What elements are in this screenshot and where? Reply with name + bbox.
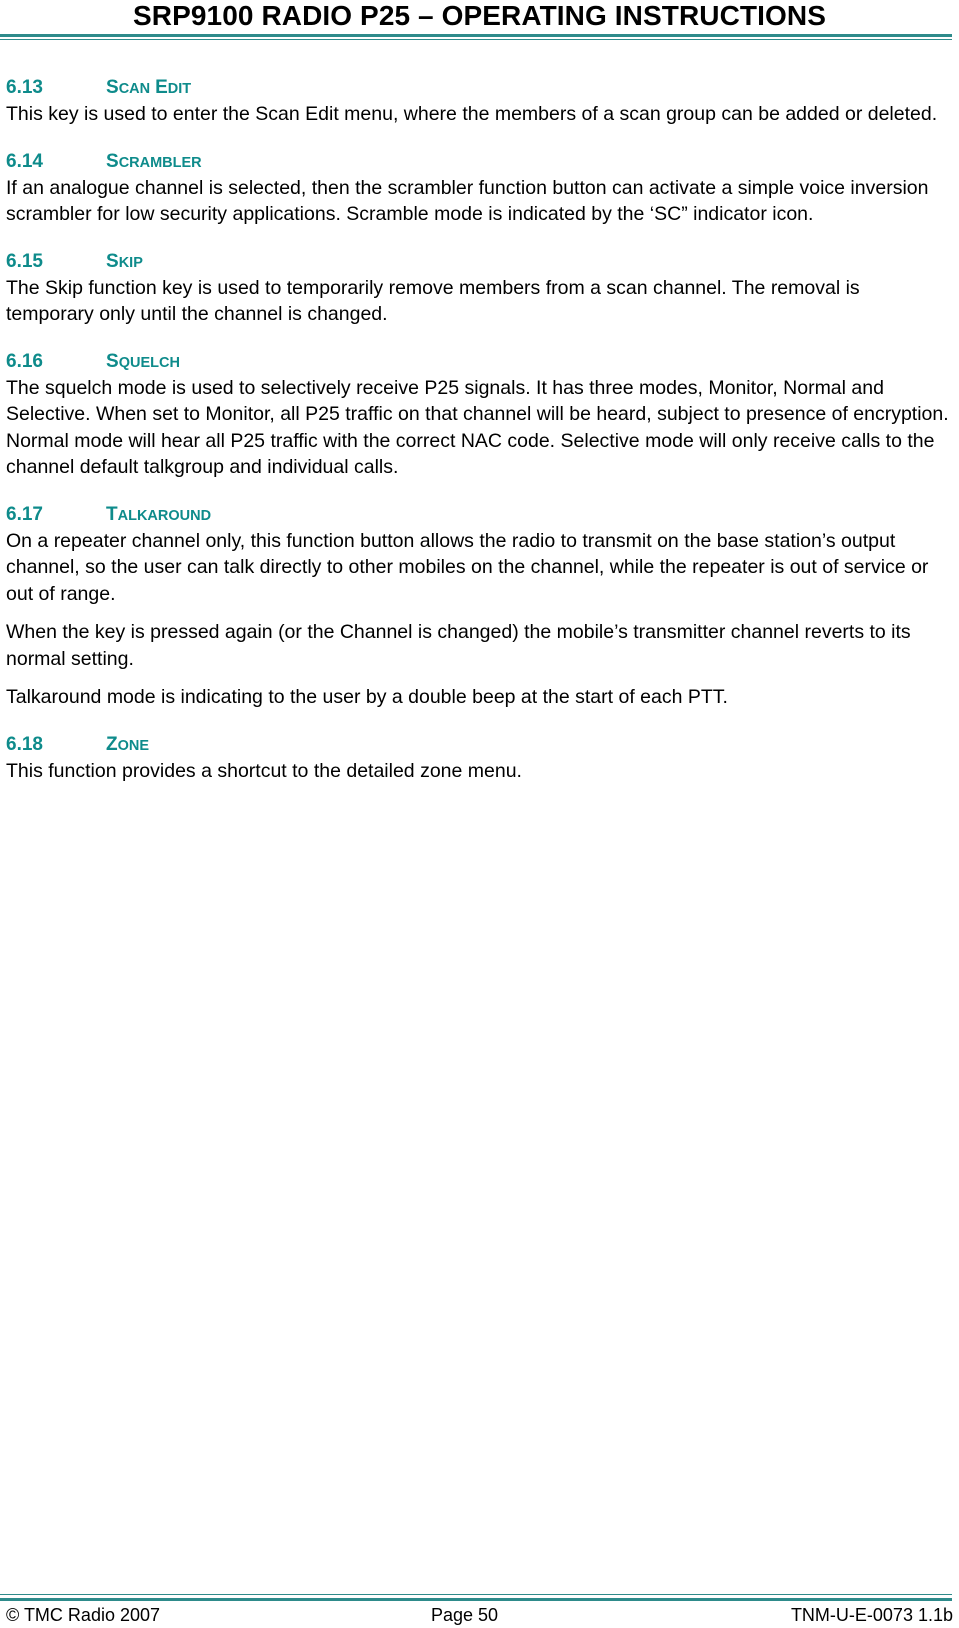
section-number: 6.15 [6,250,43,272]
header-rule-thin [0,39,952,40]
section-number: 6.14 [6,150,43,172]
section-6-16 [6,350,951,481]
section-heading: 6.14 SCRAMBLER [6,150,202,172]
footer-page-number: Page 50 [431,1605,499,1625]
section-heading: 6.18 ZONE [6,733,150,755]
document-body [6,76,951,784]
section-number: 6.17 [6,503,43,525]
section-6-17 [6,503,951,711]
header-rule-thick [0,34,952,37]
section-number: 6.16 [6,350,43,372]
paragraph: This function provides a shortcut to the detailed zone menu. [6,759,522,782]
footer-rule-thick [0,1598,952,1601]
footer-rule-thin [0,1594,952,1595]
section-heading: 6.15 SKIP [6,250,143,272]
page-title: SRP9100 RADIO P25 – OPERATING INSTRUCTIONS [133,0,826,31]
paragraph: Talkaround mode is indicating to the user by a double beep at the start of each PTT. [6,686,728,708]
paragraph: If an analogue channel is selected, then the scrambler function button can activate a simple voice inversion scrambler for low security applications. Scramble mode is indicated by the ‘SC” indicator icon. [6,176,929,225]
section-number: 6.13 [6,77,43,98]
section-number: 6.18 [6,733,43,755]
paragraph: This key is used to enter the Scan Edit menu, where the members of a scan group can be added or deleted. [6,103,938,125]
section-heading: 6.16 SQUELCH [6,350,180,372]
paragraph: On a repeater channel only, this function button allows the radio to transmit on the base station’s output channel, so the user can talk directly to other mobiles on the channel, while the repeater is out of service or out of range. [6,529,929,605]
paragraph: The squelch mode is used to selectively receive P25 signals. It has three modes, Monitor, Normal and Selective. When set to Monitor, all P25 traffic on that channel will be heard, subject to presence of encryption. Normal mode will hear all P25 traffic with the correct NAC code. Selective mode will only receive calls to the channel default talkgroup and individual calls. [6,376,949,478]
section-6-13 [6,76,951,128]
section-6-14 [6,150,951,228]
footer-copyright: © TMC Radio 2007 [6,1605,161,1625]
section-6-15 [6,250,951,328]
section-heading: 6.17 TALKAROUND [6,503,212,525]
paragraph: When the key is pressed again (or the Channel is changed) the mobile’s transmitter channel reverts to its normal setting. [6,621,911,670]
footer-document-id: TNM-U-E-0073 1.1b [790,1605,953,1625]
section-6-18 [6,733,951,785]
paragraph: The Skip function key is used to temporarily remove members from a scan channel. The removal is temporary only until the channel is changed. [6,276,860,325]
section-heading: 6.13 SCAN EDIT [6,77,192,98]
